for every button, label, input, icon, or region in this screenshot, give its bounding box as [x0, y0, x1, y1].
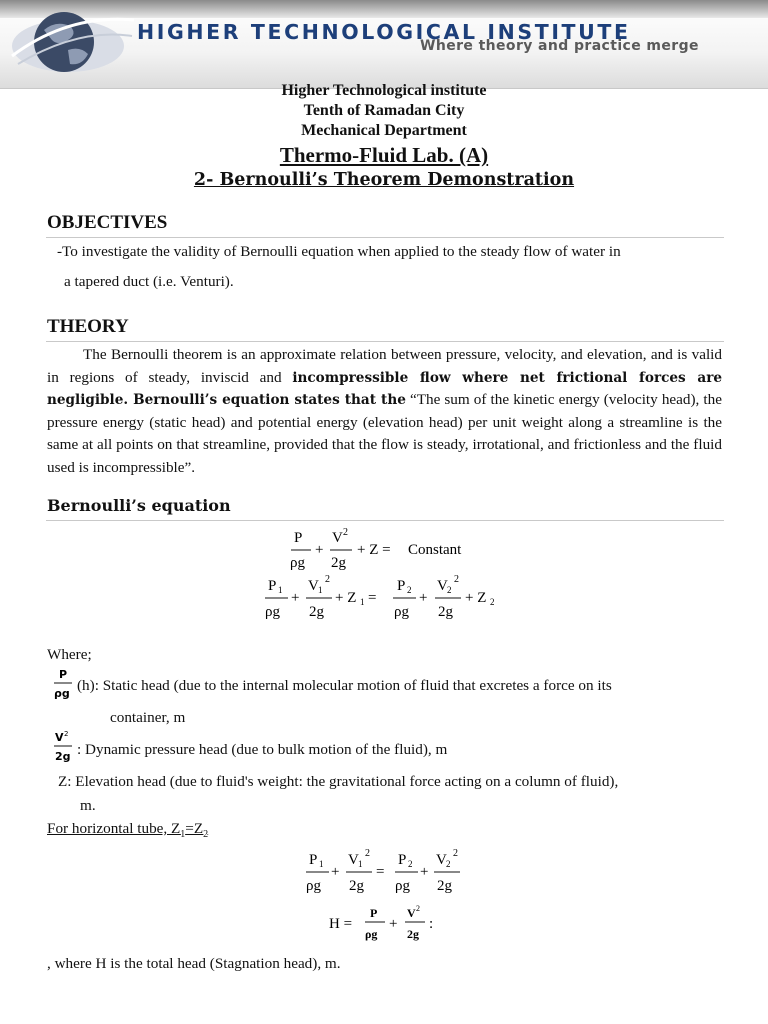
svg-text:P: P: [268, 578, 277, 594]
svg-text:ρg: ρg: [265, 604, 280, 620]
svg-text:2: 2: [446, 859, 451, 869]
theory-heading: THEORY: [47, 316, 129, 337]
svg-text:P: P: [397, 578, 406, 594]
static-head-line-2: container, m: [110, 709, 186, 726]
svg-text:2: 2: [416, 904, 420, 913]
svg-text:2: 2: [454, 574, 459, 585]
objectives-line-2: a tapered duct (i.e. Venturi).: [64, 273, 234, 290]
svg-text:+ Z =: + Z =: [357, 542, 391, 558]
svg-text:=: =: [376, 864, 385, 880]
svg-text:+: +: [420, 864, 429, 880]
bernoulli-equation: [288, 524, 488, 574]
svg-text:2: 2: [490, 597, 495, 607]
objectives-heading: OBJECTIVES: [47, 212, 168, 233]
total-head-text: , where H is the total head (Stagnation head), m.: [47, 955, 341, 972]
document-title: Thermo-Fluid Lab. (A): [279, 143, 489, 167]
theory-text-2: “The sum of the kinetic energy (velocity head), the pressure energy (static head) and potential energy (elevation head) per unit weight along a streamline is the same at all points on that streamline, provided that the flow is steady, irrotational, and frictionless and the fluid used is incompressible”.: [47, 391, 722, 476]
objectives-rule: [46, 237, 724, 238]
horizontal-tube-text: For horizontal tube, Z: [47, 820, 181, 837]
svg-text:2g: 2g: [437, 878, 452, 894]
svg-text:ρg: ρg: [290, 555, 305, 571]
svg-text:ρg: ρg: [54, 687, 70, 700]
svg-text:+: +: [315, 542, 324, 558]
svg-text:P: P: [398, 852, 407, 868]
svg-text:H =: H =: [329, 916, 353, 932]
svg-text:2: 2: [365, 848, 370, 859]
institute-name: HIGHER TECHNOLOGICAL INSTITUTE: [137, 20, 631, 44]
svg-text:ρg: ρg: [306, 878, 321, 894]
theory-paragraph: [47, 344, 722, 480]
svg-text:2g: 2g: [438, 604, 453, 620]
svg-text:V: V: [436, 852, 447, 868]
header-line-city: Tenth of Ramadan City: [303, 102, 465, 119]
theory-rule: [46, 341, 724, 342]
elevation-head-line-2: m.: [80, 797, 96, 814]
svg-text:2: 2: [447, 585, 452, 595]
dynamic-head-text: : Dynamic pressure head (due to bulk motion of the fluid), m: [77, 741, 448, 758]
svg-text:P: P: [294, 530, 303, 546]
dynamic-head-fraction: [52, 728, 78, 768]
constant-label: Constant: [408, 542, 462, 558]
globe-logo-icon: [8, 6, 136, 74]
svg-text:=: =: [368, 590, 377, 606]
svg-text:2g: 2g: [55, 750, 71, 763]
svg-text:1: 1: [278, 585, 283, 595]
svg-text:2g: 2g: [331, 555, 346, 571]
svg-text:ρg: ρg: [394, 604, 409, 620]
institute-tagline: Where theory and practice merge: [420, 38, 699, 54]
svg-text:+: +: [291, 590, 300, 606]
svg-text:2: 2: [408, 859, 413, 869]
svg-text:2: 2: [64, 730, 69, 738]
where-label: Where;: [47, 646, 92, 663]
svg-text:ρg: ρg: [395, 878, 410, 894]
svg-text:ρg: ρg: [365, 927, 378, 941]
bernoulli-heading: Bernoulli’s equation: [47, 496, 231, 515]
svg-text:V: V: [437, 578, 448, 594]
header-banner: [0, 0, 768, 89]
bernoulli-rule: [46, 520, 724, 521]
svg-text:1: 1: [360, 597, 365, 607]
svg-text:1: 1: [318, 585, 323, 595]
svg-text:2g: 2g: [349, 878, 364, 894]
objectives-line-1: -To investigate the validity of Bernoulli equation when applied to the steady flow of water in: [57, 243, 621, 260]
static-head-line-1: (h): Static head (due to the internal molecular motion of fluid that excretes a force on its: [77, 677, 612, 694]
svg-text:+: +: [419, 590, 428, 606]
total-head-equation: [327, 902, 447, 944]
svg-text:1: 1: [319, 859, 324, 869]
static-head-fraction: [52, 665, 78, 705]
svg-text:2: 2: [453, 848, 458, 859]
horizontal-tube-eq: =Z: [185, 820, 204, 837]
horizontal-tube-note: For horizontal tube, $Z_1=Z_2$: [47, 820, 209, 841]
svg-text:V: V: [407, 906, 416, 920]
svg-text:V: V: [308, 578, 319, 594]
svg-text:2g: 2g: [309, 604, 324, 620]
svg-text:P: P: [370, 906, 378, 920]
svg-text:2: 2: [325, 574, 330, 585]
svg-text:P: P: [309, 852, 318, 868]
svg-text:+ Z: + Z: [465, 590, 487, 606]
theory-text-1: The Bernoulli theorem is an approximate relation between pressure, velocity, and elevation, and is valid in regions of steady, inviscid and: [47, 346, 722, 386]
svg-text:V: V: [348, 852, 359, 868]
elevation-head-line-1: Z: Elevation head (due to fluid's weight: the gravitational force acting on a column of fluid),: [58, 773, 619, 790]
svg-text:V: V: [332, 530, 343, 546]
svg-text:2g: 2g: [407, 927, 419, 941]
horizontal-tube-equation: [303, 846, 473, 898]
svg-text:+ Z: + Z: [335, 590, 357, 606]
svg-text:P: P: [59, 668, 68, 681]
theory-text-bold: incompressible flow where net frictional forces are negligible. Bernoulli’s equation states that the: [47, 369, 722, 409]
header-line-institute: Higher Technological institute: [281, 82, 487, 99]
svg-text:2: 2: [343, 527, 348, 538]
document-subtitle: 2- Bernoulli’s Theorem Demonstration: [193, 170, 575, 190]
svg-text:1: 1: [358, 859, 363, 869]
header-line-department: Mechanical Department: [301, 122, 467, 139]
svg-text:V: V: [55, 731, 64, 744]
svg-text:2: 2: [407, 585, 412, 595]
svg-text:+: +: [389, 916, 398, 932]
bernoulli-two-point-equation: [262, 570, 512, 624]
svg-text:+: +: [331, 864, 340, 880]
svg-text::: :: [429, 916, 434, 932]
